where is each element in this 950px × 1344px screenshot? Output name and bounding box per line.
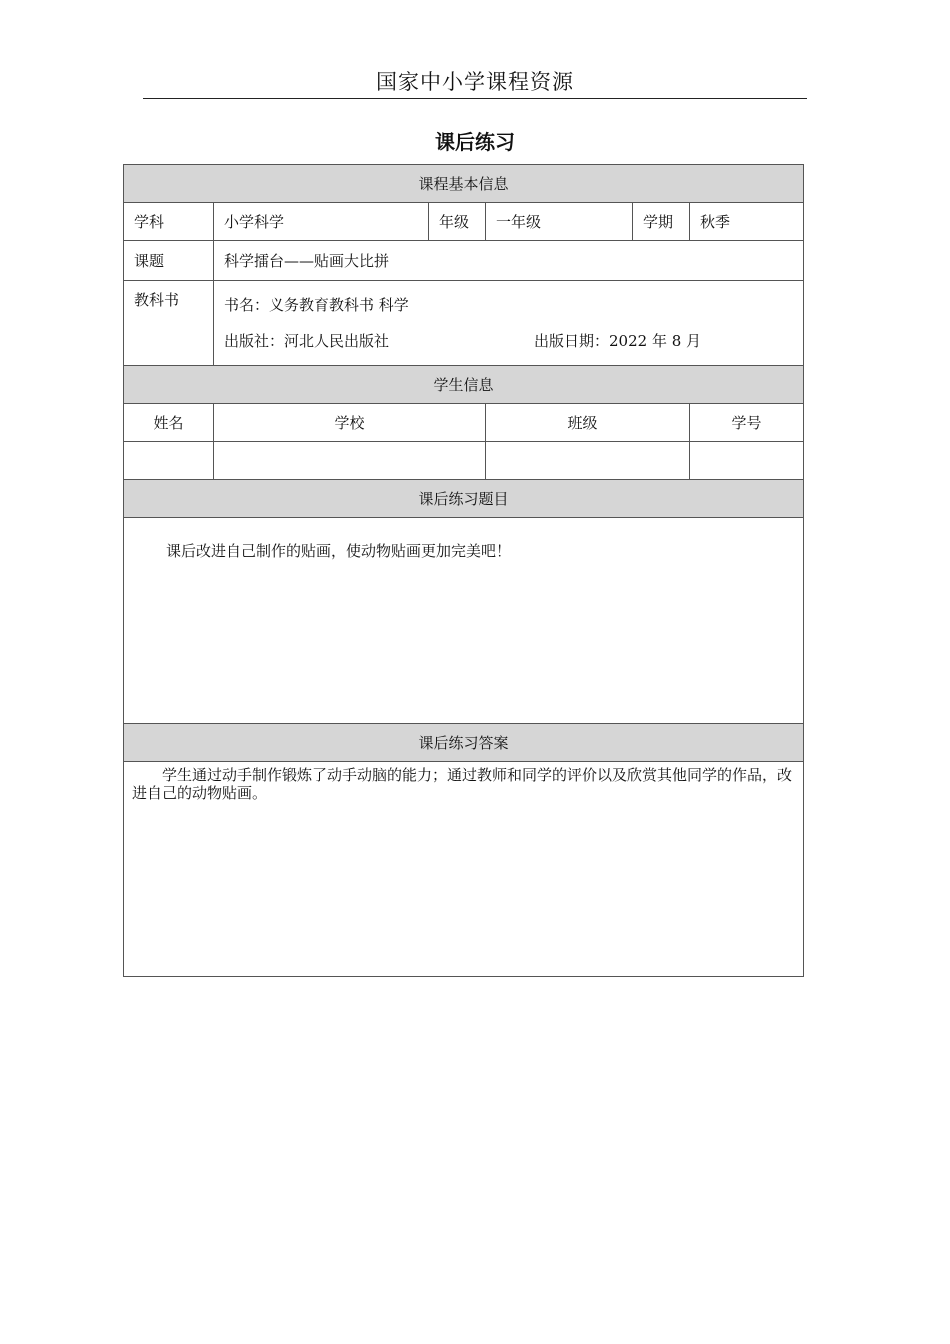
header-divider <box>143 98 807 99</box>
textbook-label: 教科书 <box>124 281 214 366</box>
exercise-header-row <box>124 480 804 518</box>
course-info-header-row <box>124 165 804 203</box>
exercise-text: 课后改进自己制作的贴画，使动物贴画更加完美吧！ <box>124 518 804 724</box>
textbook-pub-date: 出版日期：2022 年 8 月 <box>534 332 702 350</box>
student-id-field[interactable] <box>690 442 804 480</box>
student-id-label: 学号 <box>690 404 804 442</box>
header-title: 国家中小学课程资源 <box>376 70 574 94</box>
textbook-name: 书名：义务教育教科书 科学 <box>224 296 409 314</box>
term-value: 秋季 <box>690 203 804 241</box>
textbook-row <box>124 281 804 366</box>
exercise-section-title: 课后练习题目 <box>124 480 804 518</box>
textbook-details <box>214 281 804 366</box>
exercise-sheet-table <box>123 164 804 977</box>
topic-row <box>124 241 804 281</box>
student-info-section-title: 学生信息 <box>124 366 804 404</box>
answer-text: 学生通过动手制作锻炼了动手动脑的能力；通过教师和同学的评价以及欣赏其他同学的作品，改进自己的动物贴画。 <box>132 766 793 802</box>
student-school-field[interactable] <box>214 442 486 480</box>
document-title: 课后练习 <box>435 130 515 154</box>
course-info-section-title: 课程基本信息 <box>124 165 804 203</box>
student-info-header-row <box>124 366 804 404</box>
student-info-values-row <box>124 442 804 480</box>
answer-header-row <box>124 724 804 762</box>
student-class-label: 班级 <box>486 404 690 442</box>
topic-label: 课题 <box>124 241 214 281</box>
textbook-publication-line <box>224 323 793 359</box>
exercise-row <box>124 518 804 724</box>
answer-section-title: 课后练习答案 <box>124 724 804 762</box>
textbook-publisher: 出版社：河北人民出版社 <box>224 332 390 350</box>
topic-value: 科学擂台——贴画大比拼 <box>214 241 804 281</box>
student-name-field[interactable] <box>124 442 214 480</box>
answer-cell <box>124 762 804 977</box>
answer-row <box>124 762 804 977</box>
student-class-field[interactable] <box>486 442 690 480</box>
term-label: 学期 <box>633 203 690 241</box>
grade-label: 年级 <box>429 203 486 241</box>
student-name-label: 姓名 <box>124 404 214 442</box>
subject-row <box>124 203 804 241</box>
student-school-label: 学校 <box>214 404 486 442</box>
subject-label: 学科 <box>124 203 214 241</box>
grade-value: 一年级 <box>486 203 633 241</box>
subject-value: 小学科学 <box>214 203 429 241</box>
student-info-labels-row <box>124 404 804 442</box>
